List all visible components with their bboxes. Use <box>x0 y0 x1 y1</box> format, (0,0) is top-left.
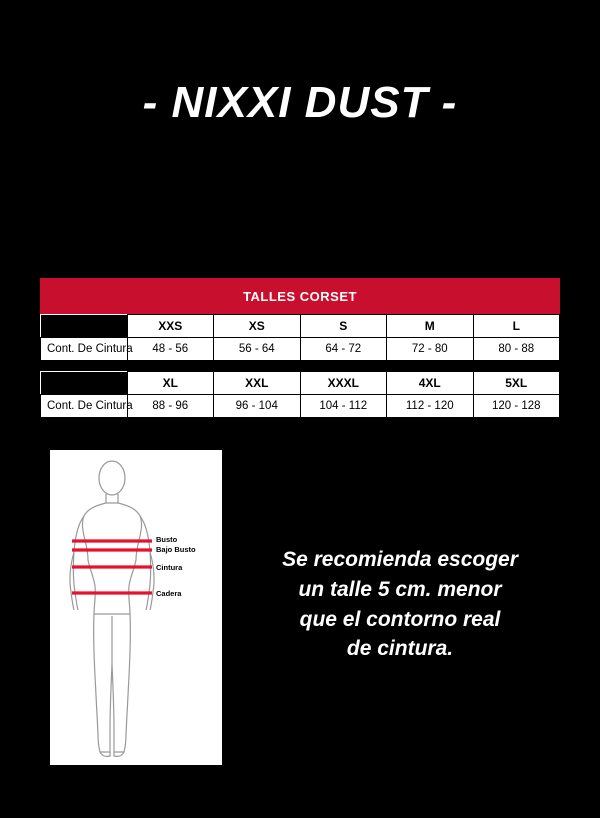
lower-section <box>40 450 560 765</box>
waist-value-xl: 88 - 96 <box>127 395 214 418</box>
size-header-4xl: 4XL <box>387 372 474 395</box>
waist-value-m: 72 - 80 <box>387 338 474 361</box>
size-chart-header: TALLES CORSET <box>40 278 560 314</box>
body-figure-panel <box>50 450 222 765</box>
advice-line-3: que el contorno real <box>299 607 501 631</box>
table-row-header-1 <box>41 315 560 338</box>
figure-torso <box>82 503 141 614</box>
size-header-l: L <box>473 315 560 338</box>
label-waist: Cintura <box>156 563 183 572</box>
size-table-group-1 <box>40 314 560 361</box>
label-bust: Busto <box>156 535 178 544</box>
advice-line-2: un talle 5 cm. menor <box>298 577 502 601</box>
table-row-waist-1 <box>41 338 560 361</box>
figure-left-foot <box>100 752 110 756</box>
size-header-xxxl: XXXL <box>300 372 387 395</box>
table-row-waist-2 <box>41 395 560 418</box>
waist-value-l: 80 - 88 <box>473 338 560 361</box>
size-header-m: M <box>387 315 474 338</box>
waist-value-xxs: 48 - 56 <box>127 338 214 361</box>
label-underbust: Bajo Busto <box>156 545 196 554</box>
size-header-5xl: 5XL <box>473 372 560 395</box>
waist-value-xxl: 96 - 104 <box>214 395 301 418</box>
row-label-waist-1: Cont. De Cintura <box>41 338 128 361</box>
figure-left-leg <box>94 614 112 752</box>
figure-left-arm <box>73 516 84 610</box>
size-chart <box>40 278 560 418</box>
figure-right-foot <box>114 752 124 756</box>
waist-value-4xl: 112 - 120 <box>387 395 474 418</box>
row-label-waist-2: Cont. De Cintura <box>41 395 128 418</box>
waist-value-s: 64 - 72 <box>300 338 387 361</box>
body-diagram <box>50 450 222 765</box>
table-row-header-2 <box>41 372 560 395</box>
size-header-xxl: XXL <box>214 372 301 395</box>
waist-value-5xl: 120 - 128 <box>473 395 560 418</box>
empty-corner-cell <box>41 315 128 338</box>
waist-value-xxxl: 104 - 112 <box>300 395 387 418</box>
advice-text <box>240 545 560 664</box>
size-header-xs: XS <box>214 315 301 338</box>
figure-right-arm <box>140 516 151 610</box>
figure-right-leg <box>112 614 130 752</box>
advice-line-1: Se recomienda escoger <box>282 548 518 571</box>
size-header-xxs: XXS <box>127 315 214 338</box>
empty-corner-cell-2 <box>41 372 128 395</box>
size-header-xl: XL <box>127 372 214 395</box>
size-table-group-2 <box>40 371 560 418</box>
figure-head <box>99 461 125 495</box>
waist-value-xs: 56 - 64 <box>214 338 301 361</box>
label-hip: Cadera <box>156 589 182 598</box>
page-title: - NIXXI DUST - <box>142 78 458 127</box>
advice-line-4: de cintura. <box>346 637 454 661</box>
size-header-s: S <box>300 315 387 338</box>
